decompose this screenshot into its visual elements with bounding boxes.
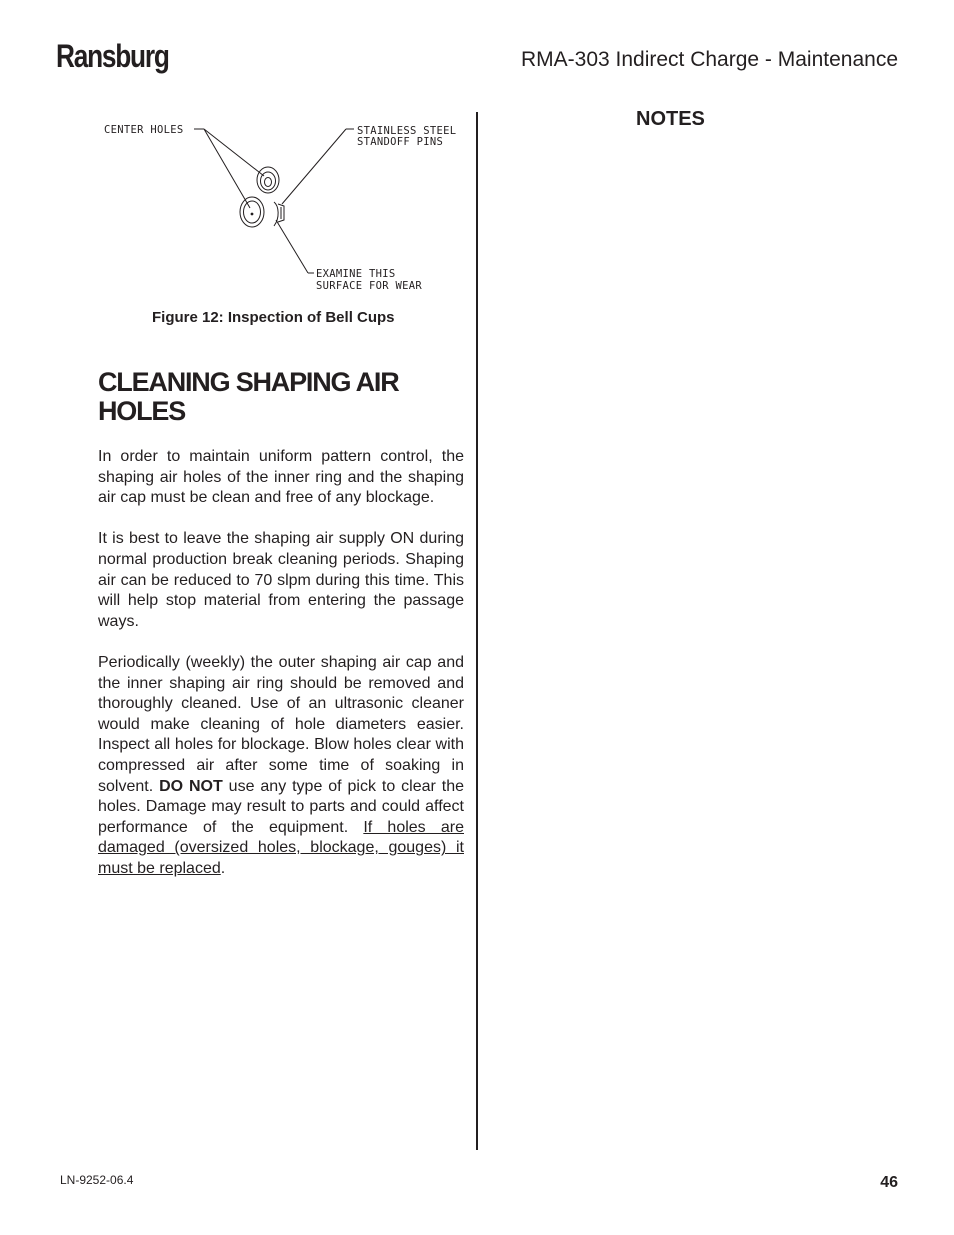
standoff-label-line1: STAINLESS STEEL [357, 125, 457, 137]
document-number: LN-9252-06.4 [60, 1173, 134, 1187]
paragraph-text: use any type of pick to clear the holes. Damage may result to parts and could affect performance of the equipment. [98, 777, 465, 836]
paragraph-end: . [220, 859, 226, 877]
paragraph-uniform-pattern: In order to maintain uniform pattern control, the shaping air holes of the inner ring and the shaping air cap must be clean and free of any blockage. [98, 448, 464, 507]
page-number: 46 [880, 1174, 898, 1191]
bell-cup-inspection-figure [98, 118, 468, 298]
warning-emphasis: DO NOT [159, 777, 223, 795]
notes-heading: NOTES [636, 108, 705, 130]
center-holes-leader-1 [204, 129, 250, 208]
figure-caption: Figure 12: Inspection of Bell Cups [152, 309, 395, 326]
bell-cup-drawing [98, 118, 468, 298]
center-hole-dot [251, 213, 254, 216]
examine-label-line2: SURFACE FOR WEAR [316, 280, 422, 292]
paragraph-shaping-air-on: It is best to leave the shaping air supply ON during normal production break cleaning periods. Shaping air can be reduced to 70 slpm during this time. This will help stop material from entering the passage ways. [98, 530, 464, 630]
brand-logo: Ransburg [56, 38, 169, 74]
section-heading: CLEANING SHAPING AIR HOLES [98, 367, 399, 426]
section-body [98, 447, 464, 900]
examine-leader [276, 220, 308, 273]
standoff-label-line2: STANDOFF PINS [357, 136, 444, 148]
document-title: RMA-303 Indirect Charge - Maintenance [520, 48, 898, 71]
center-holes-label: CENTER HOLES [104, 124, 184, 136]
upper-cup-inner [265, 178, 272, 187]
paragraph-text: Periodically (weekly) the outer shaping air cap and the inner shaping air ring should be removed and thoroughly cleaned. Use of an ultrasonic cleaner would make cleaning of hole diameters easier. Inspect all holes for blockage. Blow holes clear with compressed air after some time of soaking in solvent. [98, 653, 464, 795]
replacement-note: If holes are damaged (oversized holes, blockage, gouges) it must be replaced [98, 818, 464, 877]
column-divider [476, 112, 478, 1150]
standoff-leader [282, 129, 346, 204]
examine-label-line1: EXAMINE THIS [316, 268, 396, 280]
center-holes-leader-2 [204, 129, 264, 176]
upper-cup-ring [261, 172, 276, 190]
paragraph-periodic-cleaning [98, 653, 464, 880]
lower-cup-ring [244, 201, 261, 223]
